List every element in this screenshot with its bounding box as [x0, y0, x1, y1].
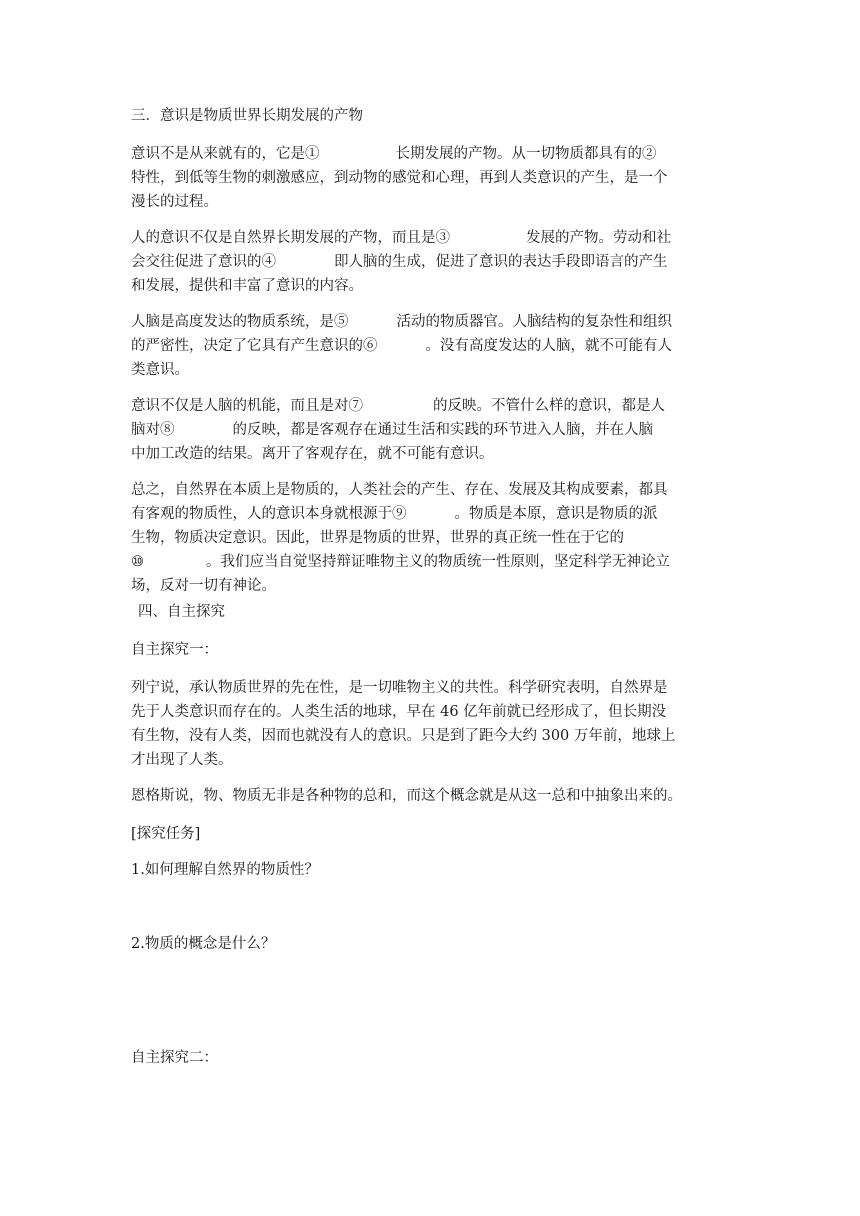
label-text: 自主探究二： [131, 1050, 218, 1066]
text: 先于人类意识而存在的。人类生活的地球，早在 46 亿年前就已经形成了，但长期没 [131, 704, 667, 720]
paragraph-4 [131, 394, 731, 466]
text: 总之，自然界在本质上是物质的，人类社会的产生、存在、发展及其构成要素，都具 [131, 482, 668, 498]
text: 人的意识不仅是自然界长期发展的产物，而且是③ [131, 230, 450, 246]
text: 有生物，没有人类，因而也就没有人的意识。只是到了距今大约 300 万年前，地球上 [131, 728, 676, 744]
text: ⑩ [131, 554, 144, 570]
text: 活动的物质器官。人脑结构的复杂性和组织 [396, 314, 672, 330]
question-text: 1.如何理解自然界的物质性？ [131, 862, 319, 878]
text: 的严密性，决定了它具有产生意识的⑥ [131, 338, 378, 354]
explore-2-label [131, 1046, 731, 1070]
explore-1-label [131, 638, 731, 662]
text: 才出现了人类。 [131, 752, 233, 768]
paragraph-3 [131, 310, 731, 382]
text: 恩格斯说，物、物质无非是各种物的总和，而这个概念就是从这一总和中抽象出来的。 [131, 788, 682, 804]
question-text: 2.物质的概念是什么？ [131, 936, 276, 952]
heading-text: 四、自主探究 [138, 604, 225, 620]
text: 即人脑的生成，促进了意识的表达手段即语言的产生 [334, 254, 668, 270]
text: 类意识。 [131, 362, 189, 378]
engels-paragraph [131, 784, 731, 808]
text: 意识不仅是人脑的机能，而且是对⑦ [131, 398, 363, 414]
text: 有客观的物质性，人的意识本身就根源于⑨ [131, 506, 407, 522]
section-4-heading [138, 600, 738, 624]
lenin-paragraph [131, 676, 731, 772]
text: 。没有高度发达的人脑，就不可能有人 [425, 338, 672, 354]
text: 和发展，提供和丰富了意识的内容。 [131, 278, 363, 294]
text: 。我们应当自觉坚持辩证唯物主义的物质统一性原则，坚定科学无神论立 [206, 554, 670, 570]
paragraph-2 [131, 226, 731, 298]
text: 中加工改造的结果。离开了客观存在，就不可能有意识。 [131, 446, 494, 462]
text: 特性，到低等生物的刺激感应，到动物的感觉和心理，再到人类意识的产生，是一个 [131, 170, 668, 186]
text: 的反映，都是客观存在通过生活和实践的环节进入人脑，并在人脑 [232, 422, 653, 438]
label-text: [探究任务] [131, 826, 201, 842]
text: 脑对⑧ [131, 422, 175, 438]
section-3-heading [131, 104, 731, 128]
task-question-1 [131, 858, 731, 882]
text: 场，反对一切有神论。 [131, 578, 276, 594]
label-text: 自主探究一： [131, 642, 218, 658]
text: 发展的产物。劳动和社 [526, 230, 671, 246]
text: 列宁说，承认物质世界的先在性，是一切唯物主义的共性。科学研究表明，自然界是 [131, 680, 668, 696]
task-question-2 [131, 932, 731, 956]
text: 长期发展的产物。从一切物质都具有的② [395, 146, 657, 162]
paragraph-1 [131, 142, 731, 214]
paragraph-5 [131, 478, 731, 598]
text: 漫长的过程。 [131, 194, 218, 210]
text: 的反映。不管什么样的意识，都是人 [433, 398, 665, 414]
text: 会交往促进了意识的④ [131, 254, 276, 270]
text: 人脑是高度发达的物质系统，是⑤ [131, 314, 349, 330]
text: 意识不是从来就有的，它是① [131, 146, 320, 162]
heading-text: 三．意识是物质世界长期发展的产物 [131, 108, 363, 124]
task-label [131, 822, 731, 846]
text: 生物，物质决定意识。因此，世界是物质的世界，世界的真正统一性在于它的 [131, 530, 624, 546]
text: 。物质是本原，意识是物质的派 [454, 506, 658, 522]
